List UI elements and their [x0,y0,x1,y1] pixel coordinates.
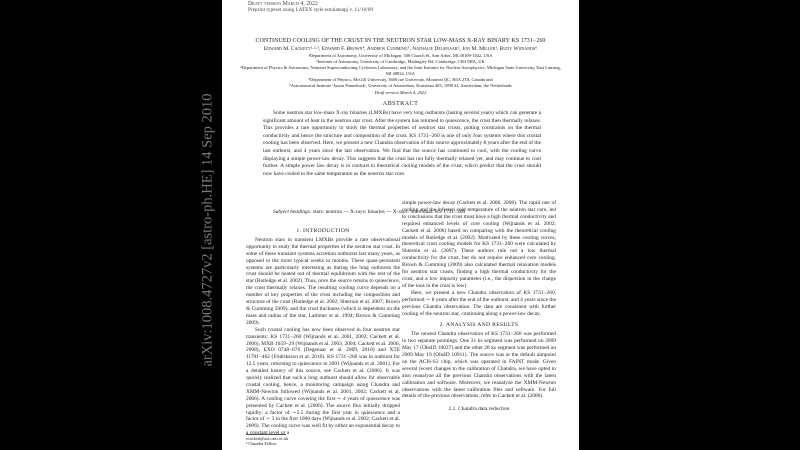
draft-date-line: Draft version March 4, 2022 [374,89,427,95]
intro-heading: 1. INTRODUCTION [296,228,350,234]
affiliation: ⁴Department of Physics & Astronomy, National Superconducting Cyclotron Laboratory, and the Joint Institute for Nuclear Astrophysics, Michigan State University, East Lansing, MI 48824, USA [240,65,561,77]
affiliation: ⁵Department of Physics, McGill University, 3600 rue University, Montreal QC, H3A 2T8, Canada and [308,77,493,83]
right-column [402,200,556,413]
left-column [246,228,400,437]
paper-title: CONTINUED COOLING OF THE CRUST IN THE NEUTRON STAR LOW-MASS X-RAY BINARY KS 1731−260 [255,38,546,44]
analysis-heading: 2. ANALYSIS AND RESULTS [439,322,519,329]
analysis-paragraph: The newest Chandra observation of KS 1731−260 was performed in two separate pointings. One 31 ks segment was performed on 2009 May 17 (ObsID 10037) and the other 28 ks segment was performed on 2009 May 19 (ObsID 10911). The source was at the default aimpoint on the ACIS-S3 chip, which was operated in FAINT mode. Given several recent changes to the calibration of Chandra, we have opted to also reanalyze all the previous Chandra observations with the latest calibration and software. Moreover, we reanalyze the XMM-Newton observations with the latest calibration files and software. For full details of the previous observations, refer to Cackett et al. (2006). [402,331,556,400]
footnotes [246,436,400,446]
draft-version: Draft version March 4, 2022 [248,1,318,7]
subject-label: Subject headings: [273,209,312,215]
subject-text: stars: neutron — X-rays: binaries — X-rays: individual: KS 1731−260 [312,209,466,215]
intro-paragraph: Such crustal cooling has now been observed in four neutron star transients: KS 1731−260 (Wijnands et al. 2001, 2002; Cackett et al. 2006), MXB 1659−29 (Wijnands et al. 2003, 2004; Cackett et al. 2006, 2008), EXO 0748−676 (Degenaar et al. 2009, 2010) and XTE J1701−462 (Fridriksson et al. 2010). KS 1731−260 was in outburst for 12.5 years, returning to quiescence in 2001 (Wijnands et al. 2001). For a detailed history of this source, see Cackett et al. (2006). It was quickly realized that such a long outburst should allow for observable crustal cooling, hence, a monitoring campaign using Chandra and XMM-Newton followed (Wijnands et al. 2001, 2002; Cackett et al. 2006). A cooling curve covering the first ∼ 4 years of quiescence was presented by Cackett et al. (2006). The source flux initially dropped rapidly: a factor of ∼2.5 during the first year in quiescence and a factor of ∼ 3 in the first 1000 days (Wijnands et al. 2002; Cackett et al. 2006). The cooling curve was well fit by either an exponential decay to a constant level or a [246,326,400,437]
page-header [248,1,373,13]
arxiv-id: arXiv:1008.4727v2 [astro-ph.HE] 14 Sep 2010 [199,93,216,367]
footnote-email: ecackett@ast.cam.ac.uk [246,436,289,441]
preprint-note: Preprint typeset using LATEX style emulateapj v. 11/10/09 [248,7,374,13]
arxiv-sidebar [197,95,219,365]
affiliation: ²Institute of Astronomy, University of Cambridge, Madingley Rd, Cambridge, CB3 0HA, UK [316,59,485,65]
footnote-fellow: ³ Chandra Fellow [246,441,277,447]
footnote-rule [246,434,286,435]
body-paragraph: simple power-law decay (Cackett et al. 2006, 2008). The rapid rate of cooling and the inferred cold temperature of the neutron star core, led to conclusions that the crust must have a high thermal conductivity and required enhanced levels of core cooling (Wijnands et al. 2002; Cackett et al. 2006) based on comparing with the theoretical cooling models of Rutledge et al. (2002). Motivated by these cooling curves, theoretical crust cooling models for KS 1731−260 were calculated by Shternin et al. (2007). These authors rule out a low thermal conductivity for the crust, but do not require enhanced core cooling. Brown & Cumming (2009) also calculated thermal relaxation models for neutron star crusts, finding a high thermal conductivity for the crust, and a low impurity parameter (i.e., the dispersion in the charge of the ions in the crust is low). [402,200,556,289]
subsection-heading: 2.1. Chandra data reduction [448,406,510,413]
affiliations [240,53,561,96]
affiliation: ⁶Astronomical Institute 'Anton Pannekoek', University of Amsterdam, Kruislaan 403, 1098 SJ, Amsterdam, the Netherlands [289,83,512,89]
abstract-text: Some neutron star low-mass X-ray binaries (LMXBs) have very long outbursts (lasting several years) which can generate a significant amount of heat in the neutron star crust. After the system has returned to quiescence, the crust then thermally relaxes. This provides a rare opportunity to study the thermal properties of neutron star crusts, putting constraints on the thermal conductivity and hence the structure and composition of the crust. KS 1731−260 is one of only four systems where this crustal cooling has been observed. Here, we present a new Chandra observation of this source approximately 8 years after the end of the last outburst, and 4 years since the last observation. We find that the source has continued to cool, with the cooling curve displaying a simple power-law decay. This suggests that the crust has not fully thermally relaxed yet, and may continue to cool further. A simple power law decay is in contrast to theoretical cooling models of the crust, which predict that the crust should now have cooled to the same temperature as the neutron star core. [263,110,541,177]
author-list: Edward M. Cackett¹·²·³, Edward F. Brown⁴, Andrew Cumming⁵, Nathalie Degenaar⁶, Jon M. Miller¹, Rudy Wijnands⁶ [263,46,538,52]
intro-paragraph: Neutron stars in transient LMXBs provide a rare observational opportunity to study the thermal properties of the neutron star crust. In some of these transient systems accretion outbursts last many years, as opposed to the more typical weeks to months. These quasi-persistent systems are particularly interesting as during the long outbursts the crust should be heated out of thermal equilibrium with the rest of the star (Rutledge et al. 2002). Thus, once the source returns to quiescence, the crust thermally relaxes. The resulting cooling curve depends on a number of key properties of the crust including the composition and structure of the crust (Rutledge et al. 2002; Shternin et al. 2007; Brown & Cumming 2009), and the crust thickness (which is dependent on the mass and radius of the star, Lattimer et al. 1994; Brown & Cumming 2009). [246,236,400,326]
affiliation: ¹Department of Astronomy, University of Michigan, 500 Church St, Ann Arbor, MI 48109-1042, USA [308,53,493,58]
abstract-heading: ABSTRACT [382,100,419,107]
body-paragraph: Here, we present a new Chandra observation of KS 1731−260, performed ∼ 8 years after the end of the outburst, and 4 years since the previous Chandra observation. The data are consistent with further cooling of the neutron star, continuing along a power-law decay. [402,289,556,317]
paper-page [222,0,579,450]
